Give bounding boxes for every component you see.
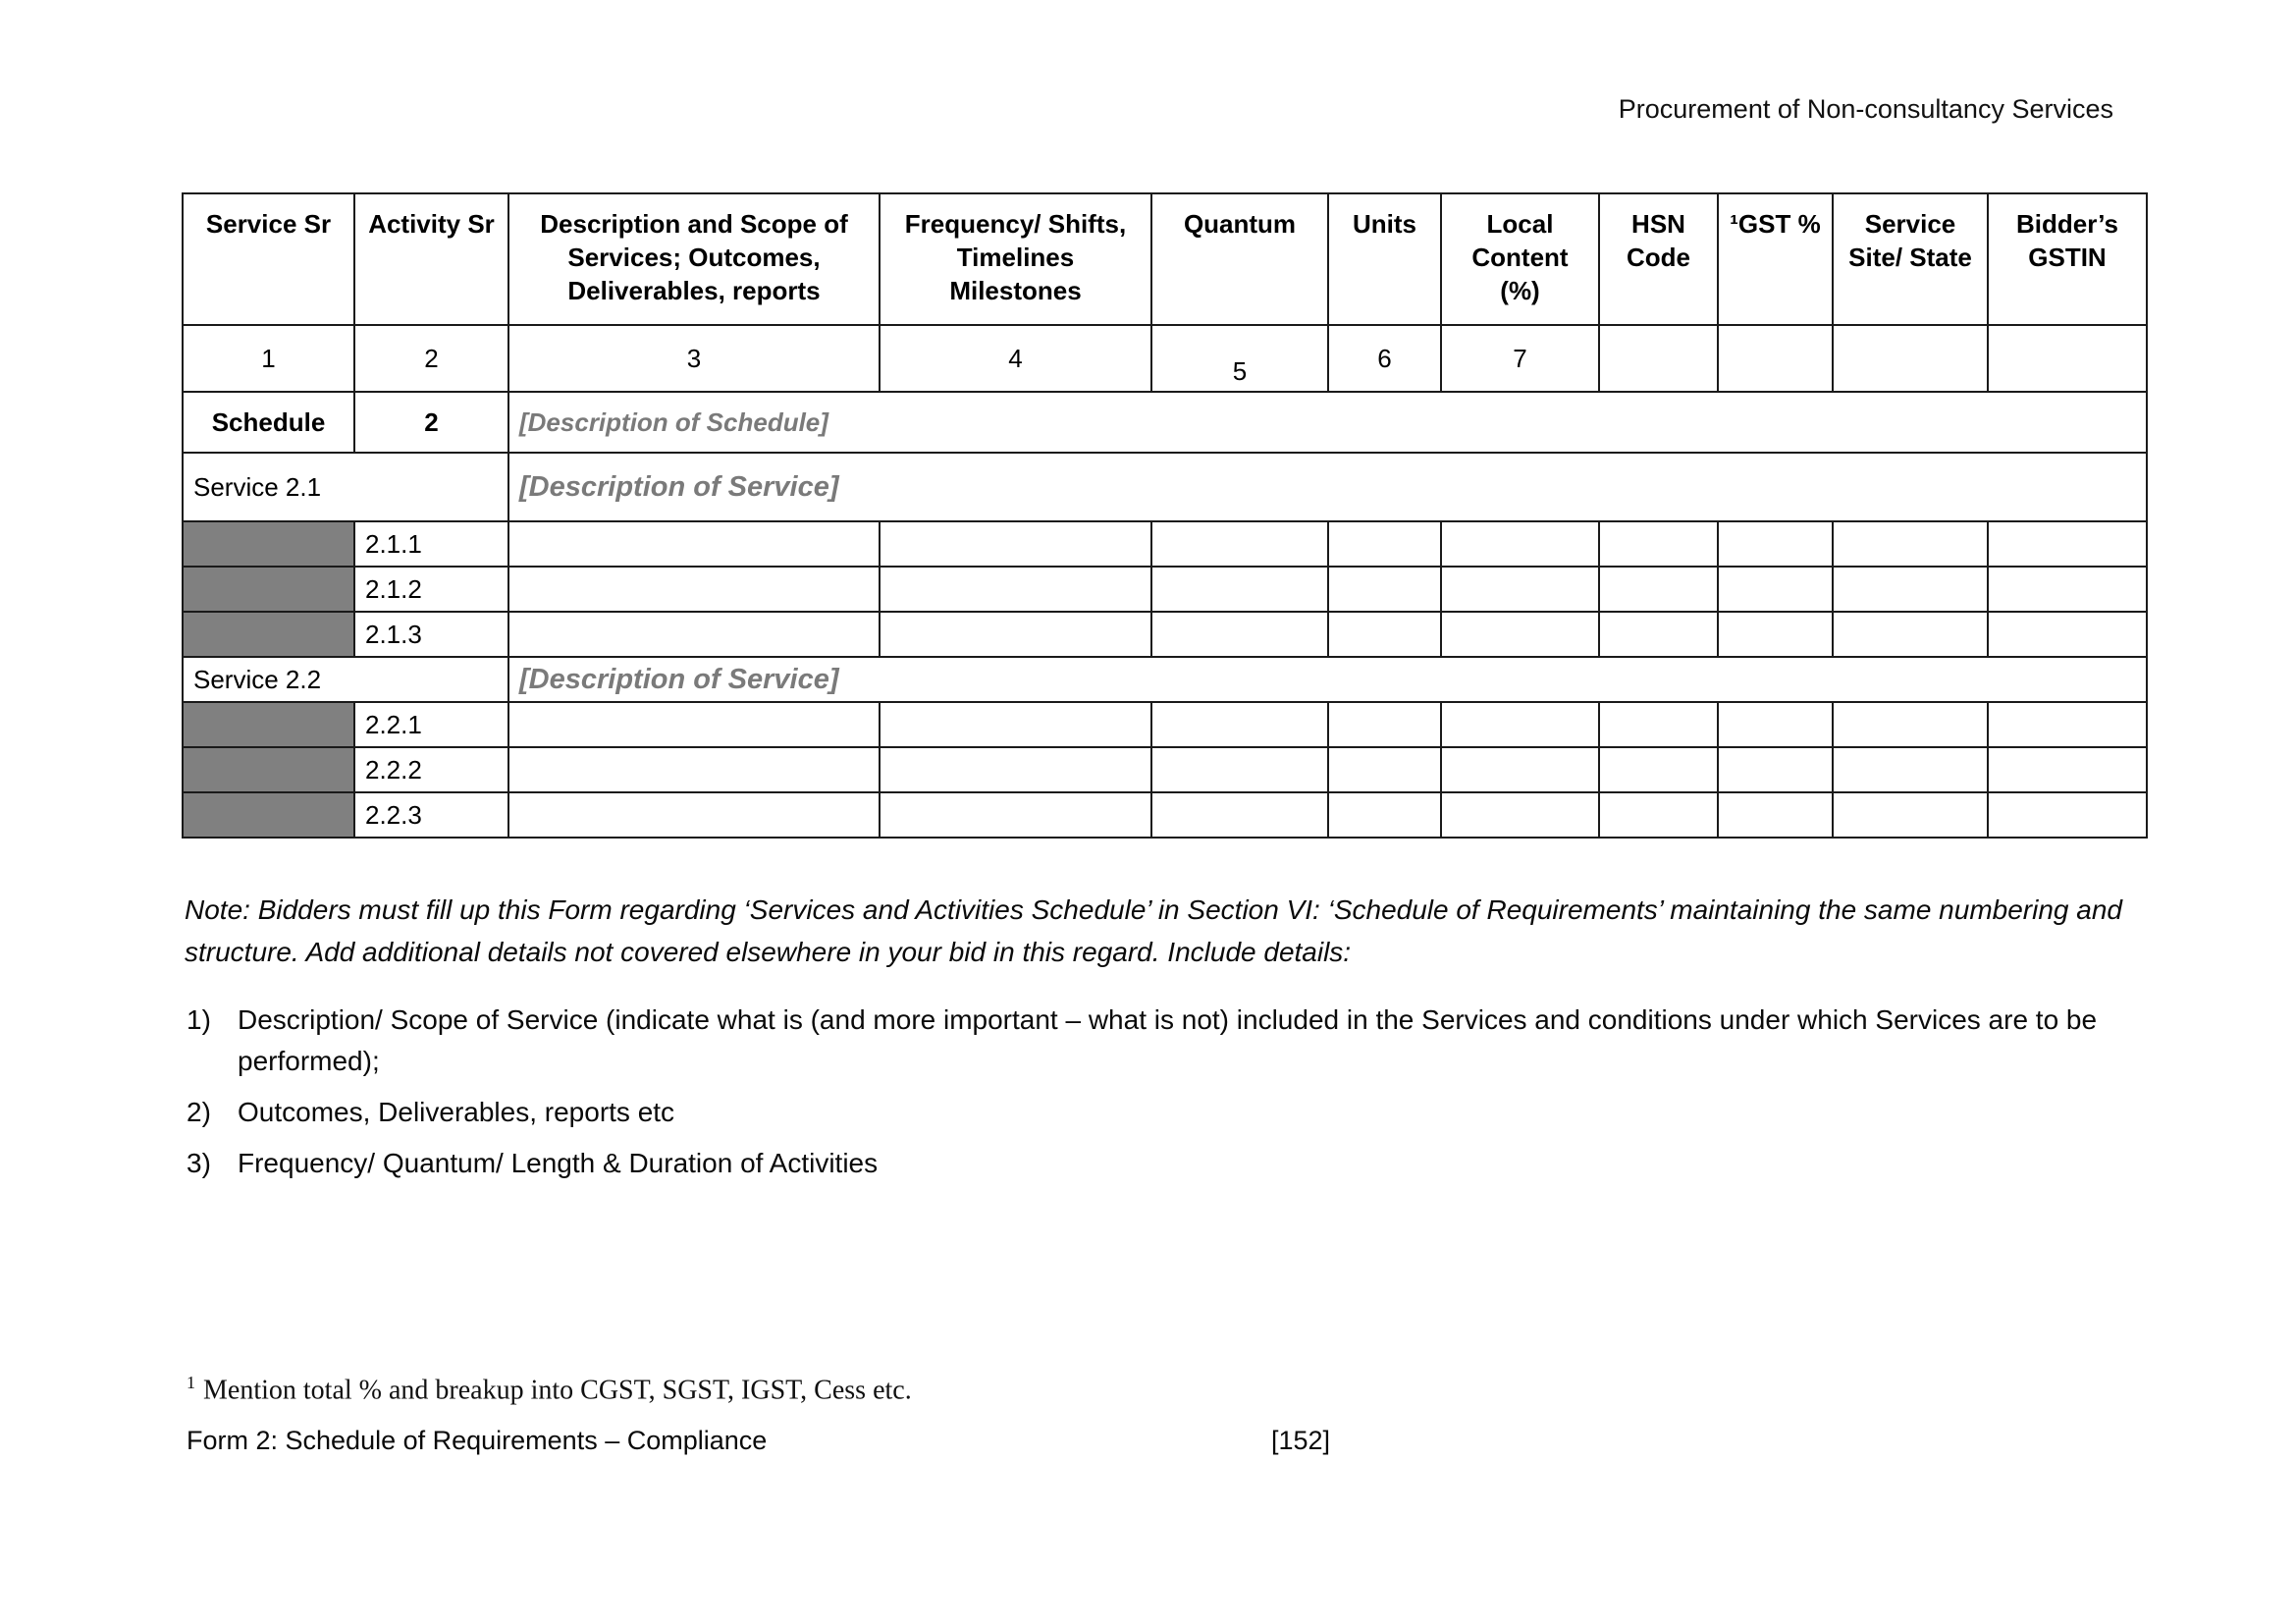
activity-row <box>183 792 2147 838</box>
col-number-cell-empty <box>1599 325 1718 392</box>
list-item-text: Description/ Scope of Service (indicate what is (and more important – what is not) included in the Services and conditions under which Services are to be performed); <box>238 1004 2098 1076</box>
activity-number-cell: 2.1.3 <box>354 612 508 657</box>
note-list <box>187 1000 2160 1194</box>
schedule-row <box>183 392 2147 453</box>
empty-cell <box>1988 702 2147 747</box>
empty-cell <box>1328 702 1441 747</box>
empty-cell <box>1151 612 1328 657</box>
empty-cell <box>880 521 1151 567</box>
list-item <box>187 1092 2160 1133</box>
col-header-local-content: Local Content (%) <box>1441 193 1599 325</box>
empty-cell <box>1599 567 1718 612</box>
shaded-cell <box>183 747 354 792</box>
empty-cell <box>508 747 880 792</box>
shaded-cell <box>183 702 354 747</box>
table-header-row <box>183 193 2147 325</box>
empty-cell <box>1441 792 1599 838</box>
shaded-cell <box>183 612 354 657</box>
list-item <box>187 1000 2160 1082</box>
empty-cell <box>1718 747 1833 792</box>
empty-cell <box>1599 792 1718 838</box>
schedule-number-cell: 2 <box>354 392 508 453</box>
empty-cell <box>1151 567 1328 612</box>
empty-cell <box>1833 747 1988 792</box>
empty-cell <box>1328 521 1441 567</box>
note-paragraph: Note: Bidders must fill up this Form regarding ‘Services and Activities Schedule’ in Section VI: ‘Schedule of Requirements’ maintaining the same numbering and structure. Add additional details not covered elsewhere in your bid in this regard. Include details: <box>185 894 2122 968</box>
empty-cell <box>508 521 880 567</box>
col-number-cell: 2 <box>354 325 508 392</box>
empty-cell <box>880 612 1151 657</box>
requirements-table-container <box>182 192 2146 839</box>
empty-cell <box>1718 702 1833 747</box>
empty-cell <box>880 792 1151 838</box>
schedule-description-cell: [Description of Schedule] <box>508 392 2147 453</box>
empty-cell <box>1988 792 2147 838</box>
col-number-cell: 3 <box>508 325 880 392</box>
col-number-cell: 4 <box>880 325 1151 392</box>
empty-cell <box>1151 521 1328 567</box>
column-number-row <box>183 325 2147 392</box>
empty-cell <box>1718 567 1833 612</box>
empty-cell <box>1328 792 1441 838</box>
col-header-description: Description and Scope of Services; Outcomes, Deliverables, reports <box>508 193 880 325</box>
empty-cell <box>1441 702 1599 747</box>
empty-cell <box>1151 702 1328 747</box>
empty-cell <box>1833 702 1988 747</box>
requirements-table <box>182 192 2148 839</box>
empty-cell <box>1441 521 1599 567</box>
empty-cell <box>1718 792 1833 838</box>
empty-cell <box>1328 612 1441 657</box>
schedule-label-cell: Schedule <box>183 392 354 453</box>
service-description-cell: [Description of Service] <box>508 453 2147 521</box>
list-item <box>187 1143 2160 1184</box>
col-number-cell: 1 <box>183 325 354 392</box>
col-header-units: Units <box>1328 193 1441 325</box>
empty-cell <box>1833 792 1988 838</box>
col-number-cell-empty <box>1988 325 2147 392</box>
col-header-hsn-code: HSN Code <box>1599 193 1718 325</box>
col-header-service-sr: Service Sr <box>183 193 354 325</box>
footnote-text: Mention total % and breakup into CGST, SGST, IGST, Cess etc. <box>203 1375 912 1406</box>
empty-cell <box>1988 612 2147 657</box>
list-item-marker: 3) <box>187 1148 211 1178</box>
empty-cell <box>880 747 1151 792</box>
empty-cell <box>1599 521 1718 567</box>
empty-cell <box>880 702 1151 747</box>
activity-number-cell: 2.2.1 <box>354 702 508 747</box>
shaded-cell <box>183 792 354 838</box>
empty-cell <box>1718 521 1833 567</box>
service-row <box>183 657 2147 702</box>
footer-page-number: [152] <box>1271 1426 1331 1455</box>
col-number-cell: 7 <box>1441 325 1599 392</box>
activity-number-cell: 2.2.3 <box>354 792 508 838</box>
activity-row <box>183 747 2147 792</box>
activity-number-cell: 2.1.2 <box>354 567 508 612</box>
footnote <box>187 1373 912 1406</box>
col-header-gst: ¹GST % <box>1718 193 1833 325</box>
service-label-cell: Service 2.2 <box>183 657 508 702</box>
col-header-quantum: Quantum <box>1151 193 1328 325</box>
col-header-service-site: Service Site/ State <box>1833 193 1988 325</box>
empty-cell <box>508 612 880 657</box>
col-number-cell: 6 <box>1328 325 1441 392</box>
col-header-activity-sr: Activity Sr <box>354 193 508 325</box>
empty-cell <box>1328 567 1441 612</box>
col-number-cell-empty <box>1833 325 1988 392</box>
activity-number-cell: 2.1.1 <box>354 521 508 567</box>
empty-cell <box>508 702 880 747</box>
service-description-cell: [Description of Service] <box>508 657 2147 702</box>
shaded-cell <box>183 567 354 612</box>
document-header-title: Procurement of Non-consultancy Services <box>1618 94 2113 124</box>
activity-row <box>183 567 2147 612</box>
footer-form-title: Form 2: Schedule of Requirements – Compliance <box>187 1426 768 1455</box>
activity-row <box>183 612 2147 657</box>
empty-cell <box>1441 747 1599 792</box>
col-number-cell: 5 <box>1151 325 1328 392</box>
empty-cell <box>1988 521 2147 567</box>
empty-cell <box>1599 612 1718 657</box>
empty-cell <box>1441 612 1599 657</box>
col-header-frequency: Frequency/ Shifts, Timelines Milestones <box>880 193 1151 325</box>
service-label-cell: Service 2.1 <box>183 453 508 521</box>
empty-cell <box>508 792 880 838</box>
empty-cell <box>1328 747 1441 792</box>
empty-cell <box>1833 567 1988 612</box>
activity-row <box>183 702 2147 747</box>
empty-cell <box>1599 747 1718 792</box>
empty-cell <box>1151 792 1328 838</box>
empty-cell <box>508 567 880 612</box>
empty-cell <box>1151 747 1328 792</box>
list-item-text: Frequency/ Quantum/ Length & Duration of Activities <box>238 1148 879 1178</box>
list-item-text: Outcomes, Deliverables, reports etc <box>238 1097 675 1127</box>
empty-cell <box>1441 567 1599 612</box>
empty-cell <box>1833 521 1988 567</box>
document-footer <box>187 1426 2150 1456</box>
col-header-bidders-gstin: Bidder’s GSTIN <box>1988 193 2147 325</box>
col-number-cell-empty <box>1718 325 1833 392</box>
activity-row <box>183 521 2147 567</box>
service-row <box>183 453 2147 521</box>
list-item-marker: 1) <box>187 1004 211 1035</box>
empty-cell <box>1718 612 1833 657</box>
empty-cell <box>1988 747 2147 792</box>
footnote-marker: 1 <box>187 1373 195 1392</box>
shaded-cell <box>183 521 354 567</box>
empty-cell <box>1988 567 2147 612</box>
empty-cell <box>1599 702 1718 747</box>
list-item-marker: 2) <box>187 1097 211 1127</box>
empty-cell <box>880 567 1151 612</box>
empty-cell <box>1833 612 1988 657</box>
activity-number-cell: 2.2.2 <box>354 747 508 792</box>
